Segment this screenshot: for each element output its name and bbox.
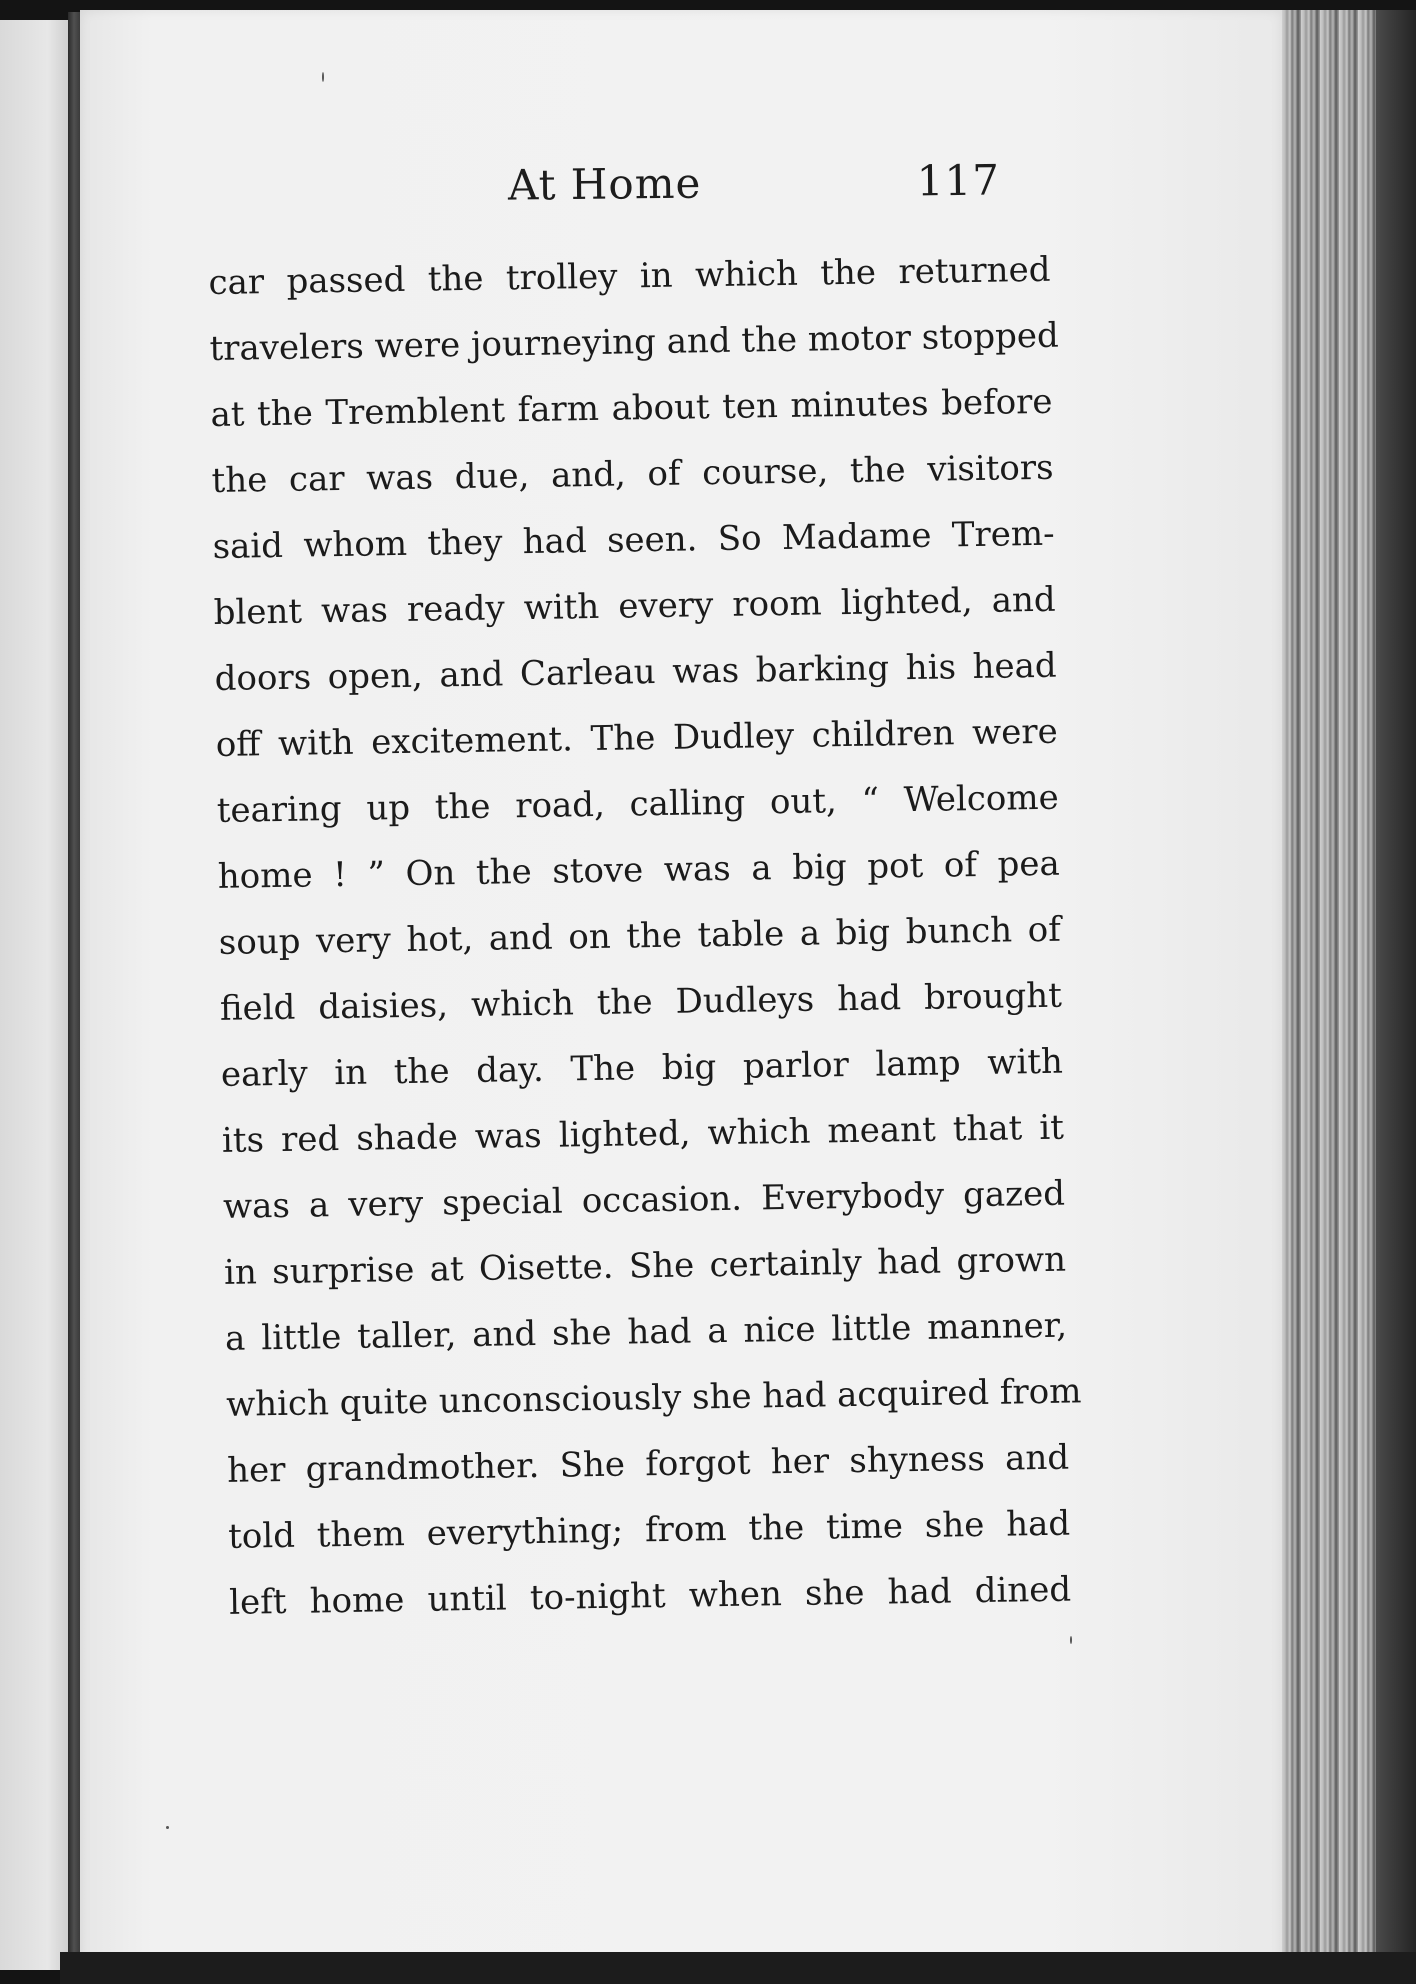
paper-speck [322, 72, 324, 82]
text-line: its red shade was lighted, which meant that it [221, 1107, 1065, 1161]
text-line: field daisies, which the Dudleys had brought [219, 975, 1063, 1029]
text-line: off with excitement. The Dudley children were [215, 711, 1058, 765]
text-line: which quite unconsciously she had acquired from [225, 1371, 1082, 1425]
book-gutter [68, 12, 80, 1970]
text-line: told them everything; from the time she had [227, 1503, 1071, 1557]
paper-speck [166, 1826, 169, 1829]
text-line: a little taller, and she had a nice little manner, [224, 1305, 1068, 1359]
text-line: at the Tremblent farm about ten minutes before [210, 381, 1053, 435]
page-edges [1282, 10, 1416, 1972]
paper-speck [1070, 1636, 1072, 1644]
text-line: said whom they had seen. So Madame Trem- [212, 513, 1055, 567]
bottom-edge [60, 1952, 1416, 1984]
text-line: left home until to-night when she had dined [228, 1569, 1072, 1623]
text-line: doors open, and Carleau was barking his head [214, 645, 1057, 699]
text-line: early in the day. The big parlor lamp with [220, 1041, 1064, 1095]
page-header [500, 155, 1021, 220]
text-line: her grandmother. She forgot her shyness and [226, 1437, 1070, 1491]
text-line: soup very hot, and on the table a big bunch of [218, 909, 1062, 963]
running-head: At Home [507, 158, 702, 210]
text-line: in surprise at Oisette. She certainly had grown [223, 1239, 1067, 1293]
page-number: 117 [916, 155, 1001, 206]
text-line: tearing up the road, calling out, “ Welcome [216, 777, 1060, 831]
text-line: was a very special occasion. Everybody gazed [222, 1173, 1066, 1227]
left-page-edge [0, 20, 68, 1970]
text-line: home ! ” On the stove was a big pot of pea [217, 843, 1061, 897]
text-line: travelers were journeying and the motor stopped [209, 315, 1060, 369]
text-line: the car was due, and, of course, the visitors [211, 447, 1054, 501]
text-line: car passed the trolley in which the returned [208, 249, 1051, 303]
text-line: blent was ready with every room lighted, and [213, 579, 1056, 633]
body-text [208, 237, 1082, 1636]
